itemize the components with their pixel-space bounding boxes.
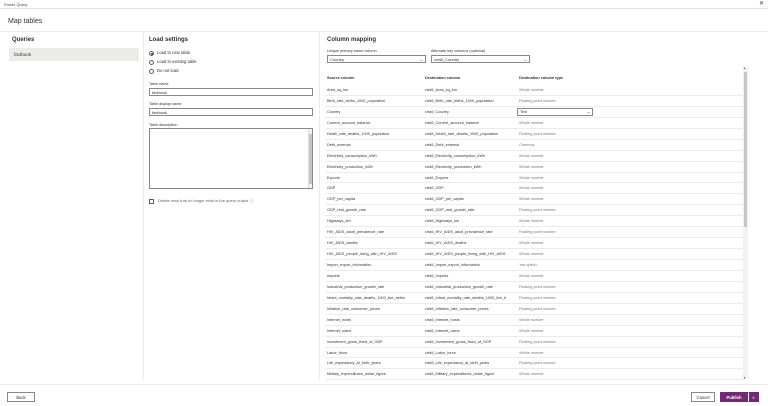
table-name-input[interactable]: factbook — [149, 88, 313, 96]
publish-button[interactable]: Publish — [720, 392, 748, 402]
table-row — [325, 107, 743, 118]
destination-column-cell: crfa5_HIV_AIDS_deaths — [425, 241, 467, 246]
source-column-cell: Life_expectancy_at_birth_years — [327, 361, 381, 366]
destination-column-cell: crfa5_Current_account_balance — [425, 120, 480, 125]
header-destination-column: Destination column — [425, 76, 461, 80]
scrollbar-thumb[interactable] — [309, 134, 312, 184]
source-column-cell: HIV_AIDS_adult_prevalence_rate — [327, 230, 384, 235]
table-row — [325, 118, 743, 129]
column-type-cell: Whole number — [519, 153, 544, 158]
radio-label: Load to existing table — [157, 59, 197, 64]
column-type-cell: Floating point number — [519, 284, 556, 289]
table-row — [325, 140, 743, 151]
source-column-cell: Electricity_consumption_kWh — [327, 153, 377, 158]
column-type-cell: Whole number — [519, 273, 544, 278]
destination-column-cell: crfa5_GDP — [425, 186, 444, 191]
chevron-down-icon: ⌄ — [523, 57, 527, 62]
source-column-cell: Investment_gross_fixed_of_GDP — [327, 339, 383, 344]
destination-column-cell: crfa5_Inflation_rate_consumer_prices — [425, 306, 489, 311]
destination-column-cell: crfa5_Death_rate_deaths_1000_population — [425, 131, 499, 136]
table-row — [325, 249, 743, 260]
column-type-cell: Whole number — [519, 120, 544, 125]
column-type-cell: Whole number — [519, 350, 544, 355]
table-row — [325, 304, 743, 315]
publish-options-chevron-icon[interactable]: ∨ — [748, 392, 759, 402]
source-column-cell: Import_export_information — [327, 263, 372, 267]
column-type-cell: Floating point number — [519, 339, 556, 344]
destination-column-cell: crfa5_Military_expenditures_dollar_figure — [425, 372, 495, 377]
source-column-cell: Labor_force — [327, 350, 348, 355]
column-mapping-table — [325, 85, 743, 380]
column-type-cell: Whole number — [519, 219, 544, 224]
destination-column-cell: crfa5_Internet_hosts — [425, 317, 460, 322]
destination-column-cell: crfa5_Electricity_consumption_kWh — [425, 153, 486, 158]
source-column-cell: HIV_AIDS_deaths — [327, 241, 358, 246]
source-column-cell: Death_rate_deaths_1000_population — [327, 131, 390, 136]
table-row — [325, 238, 743, 249]
column-type-cell: Floating point number — [519, 98, 556, 103]
alternate-key-dropdown[interactable] — [431, 55, 530, 63]
table-name-label: Table name — [149, 82, 169, 86]
footer-divider — [0, 384, 768, 385]
destination-column-cell: crfa5_GDP_per_capita — [425, 197, 464, 202]
column-type-cell: Whole number — [519, 252, 544, 257]
load-settings-title: Load settings — [149, 37, 189, 43]
column-type-cell: Floating point number — [519, 208, 556, 213]
source-column-cell: Military_expenditures_dollar_figure — [327, 372, 386, 377]
column-type-cell: Whole number — [519, 197, 544, 202]
window-titlebar — [0, 0, 768, 9]
radio-selected-icon — [149, 51, 154, 56]
source-column-cell: GDP — [327, 186, 336, 191]
description-scrollbar[interactable] — [308, 129, 312, 188]
source-column-cell: HIV_AIDS_people_living_with_HIV_AIDS — [327, 252, 397, 257]
alternate-key-value: crfa5_Country — [434, 57, 460, 62]
pane-divider-left — [143, 31, 144, 380]
page-title: Map tables — [8, 18, 43, 25]
destination-column-cell: crfa5_Birth_rate_births_1000_population — [425, 98, 494, 103]
column-type-cell: Whole number — [519, 175, 544, 180]
table-row — [325, 326, 743, 337]
header-destination-type: Destination column type — [519, 76, 564, 80]
column-type-cell: Whole number — [519, 241, 544, 246]
table-row — [325, 183, 743, 194]
table-row — [325, 129, 743, 140]
table-row — [325, 348, 743, 359]
scrollbar-thumb[interactable] — [744, 72, 747, 227]
source-column-cell: Birth_rate_births_1000_population — [327, 98, 386, 103]
destination-column-cell: crfa5_Debt_external — [425, 142, 460, 147]
radio-load-new-table[interactable] — [149, 50, 190, 56]
description-label: Table description — [149, 123, 178, 127]
header-divider — [0, 31, 768, 32]
column-type-cell: Currency — [519, 142, 535, 147]
table-row — [325, 271, 743, 282]
back-button[interactable]: Back — [7, 392, 35, 402]
column-type-dropdown[interactable] — [517, 108, 593, 116]
source-column-cell: GDP_real_growth_rate — [327, 208, 366, 213]
query-item-factbook[interactable]: factbook — [9, 48, 139, 61]
source-column-cell: GDP_per_capita — [327, 197, 356, 202]
display-name-input[interactable]: factbook — [149, 108, 313, 116]
source-column-cell: Country — [327, 109, 341, 114]
chevron-down-icon: ⌄ — [586, 110, 590, 115]
chevron-down-icon: ⌄ — [419, 57, 423, 62]
scroll-down-icon[interactable]: ▼ — [743, 376, 746, 380]
table-row — [325, 227, 743, 238]
table-row — [325, 260, 743, 271]
source-column-cell: Debt_external — [327, 142, 351, 147]
column-type-cell: Floating point number — [519, 306, 556, 311]
source-column-cell: Area_sq_km — [327, 88, 349, 92]
destination-column-cell: crfa5_HIV_AIDS_people_living_with_HIV_AIDS — [425, 252, 506, 257]
primary-column-label: Unique primary name column — [327, 49, 377, 53]
radio-do-not-load[interactable] — [149, 68, 178, 74]
checkbox-icon — [149, 199, 154, 204]
destination-column-cell: crfa5_Electricity_production_kWh — [425, 164, 482, 169]
table-row — [325, 96, 743, 107]
destination-column-cell: crfa5_Imports — [425, 273, 449, 278]
destination-column-cell: crfa5_Labor_force — [425, 350, 456, 355]
queries-title: Queries — [12, 37, 35, 43]
header-source-column: Source column — [327, 76, 355, 80]
source-column-cell: Internet_users — [327, 328, 352, 333]
table-row — [325, 173, 743, 184]
source-column-cell: Infant_mortality_rate_deaths_1000_live_births — [327, 295, 405, 300]
table-row — [325, 293, 743, 304]
column-type-cell: Yes option — [519, 263, 537, 267]
scroll-up-icon[interactable]: ▲ — [743, 66, 746, 70]
table-row — [325, 85, 743, 96]
radio-label: Do not load — [157, 68, 179, 73]
destination-column-cell: crfa5_Investment_gross_fixed_of_GDP — [425, 339, 492, 344]
column-type-cell: Whole number — [519, 88, 544, 92]
source-column-cell: Exports — [327, 175, 340, 180]
primary-column-dropdown[interactable] — [327, 55, 426, 63]
table-row — [325, 205, 743, 216]
destination-column-cell: crfa5_Infant_mortality_rate_deaths_1000_live_b — [425, 295, 507, 300]
column-type-cell: Whole number — [519, 328, 544, 333]
radio-unselected-icon — [149, 60, 154, 65]
radio-load-existing-table[interactable] — [149, 59, 197, 65]
table-scrollbar[interactable] — [743, 66, 748, 380]
window-close-icon[interactable]: ✕ — [758, 1, 764, 7]
cancel-button[interactable]: Cancel — [691, 392, 715, 402]
source-column-cell: Imports — [327, 273, 340, 278]
source-column-cell: Industrial_production_growth_rate — [327, 284, 385, 289]
source-column-cell: Highways_km — [327, 219, 351, 224]
source-column-cell: Internet_hosts — [327, 317, 352, 322]
table-row — [325, 162, 743, 173]
radio-label: Load to new table — [157, 50, 191, 55]
display-name-label: Table display name — [149, 102, 182, 106]
column-type-cell: Floating point number — [519, 131, 556, 136]
column-mapping-title: Column mapping — [327, 37, 376, 43]
table-row — [325, 194, 743, 205]
column-type-cell: Whole number — [519, 372, 544, 377]
column-type-cell: Whole number — [519, 186, 544, 191]
column-type-cell: Whole number — [519, 317, 544, 322]
table-row — [325, 337, 743, 348]
alternate-key-label: Alternate key columns (optional) — [431, 49, 486, 53]
table-row — [325, 315, 743, 326]
column-type-cell: Whole number — [519, 164, 544, 169]
destination-column-cell: crfa5_Industrial_production_growth_rate — [425, 284, 493, 289]
destination-column-cell: crfa5_GDP_real_growth_rate — [425, 208, 475, 213]
destination-column-cell: crfa5_Highways_km — [425, 219, 460, 224]
destination-column-cell: crfa5_Area_sq_km — [425, 88, 457, 92]
column-type-value: Text — [520, 110, 527, 115]
source-column-cell: Electricity_production_kWh — [327, 164, 373, 169]
window-title: Power Query — [4, 2, 28, 7]
destination-column-cell: crfa5_Internet_users — [425, 328, 460, 333]
destination-column-cell: crfa5_Country — [425, 109, 449, 114]
source-column-cell: Current_account_balance — [327, 120, 371, 125]
column-type-cell: Floating point number — [519, 230, 556, 235]
table-row — [325, 369, 743, 380]
radio-unselected-icon — [149, 69, 154, 74]
delete-rows-checkbox[interactable] — [149, 198, 253, 204]
delete-rows-label: Delete rows that no longer exist in the query output ⓘ — [158, 198, 254, 203]
primary-column-value: Country — [330, 57, 345, 62]
destination-column-cell: crfa5_Exports — [425, 175, 449, 180]
description-textarea[interactable] — [149, 128, 313, 189]
table-row — [325, 151, 743, 162]
destination-column-cell: crfa5_Import_export_information — [425, 263, 480, 267]
source-column-cell: Inflation_rate_consumer_prices — [327, 306, 380, 311]
destination-column-cell: crfa5_HIV_AIDS_adult_prevalence_rate — [425, 230, 493, 235]
column-type-cell: Floating point number — [519, 295, 556, 300]
table-row — [325, 282, 743, 293]
destination-column-cell: crfa5_Life_expectancy_at_birth_years — [425, 361, 490, 366]
column-type-cell: Floating point number — [519, 361, 556, 366]
table-row — [325, 216, 743, 227]
pane-divider-right — [319, 31, 320, 380]
table-row — [325, 358, 743, 369]
